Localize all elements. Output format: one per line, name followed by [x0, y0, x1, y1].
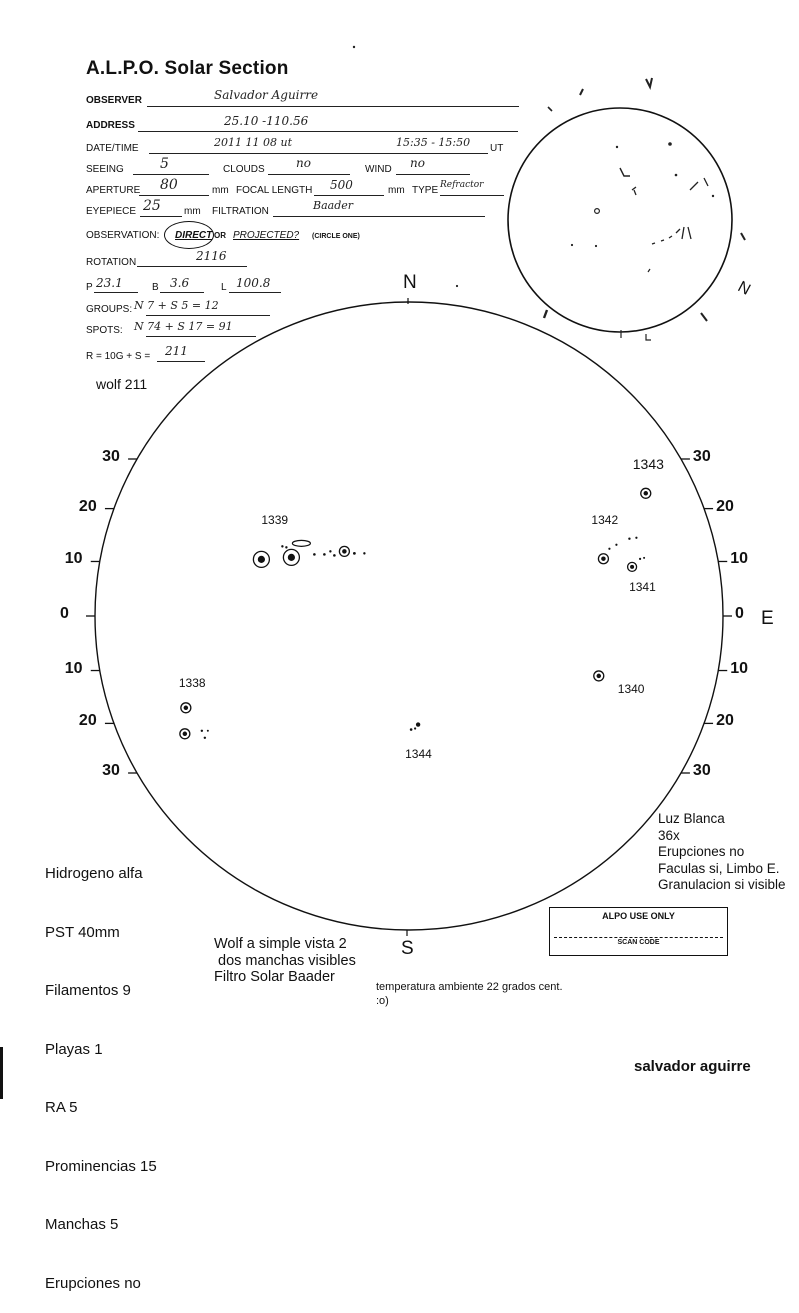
right-note: Granulacion si visible — [658, 877, 786, 892]
group-label-1343: 1343 — [632, 456, 664, 473]
right-latitude-label: 0 — [735, 605, 744, 622]
small-disk-spots — [353, 46, 745, 340]
spot-umbra — [342, 549, 347, 554]
eyepiece-mm-label: mm — [184, 206, 201, 217]
seeing-value: 5 — [160, 156, 169, 172]
small-disk-spot — [648, 269, 650, 272]
small-disk-spot — [595, 245, 597, 247]
date-value: 2011 11 08 ut — [214, 136, 292, 149]
spot-umbra — [601, 556, 606, 561]
filtration-value: Baader — [313, 199, 354, 212]
scan-edge-mark — [0, 1047, 3, 1099]
spot-umbra — [288, 554, 295, 561]
small-disk-spot — [712, 195, 714, 197]
small-disk-spot — [616, 146, 618, 148]
temperature-line: temperatura ambiente 22 grados cent. — [376, 981, 563, 993]
smiley-line: :o) — [376, 995, 389, 1007]
east-label: E — [761, 608, 774, 629]
l-label: L — [221, 282, 227, 293]
focal-label: FOCAL LENGTH — [236, 185, 313, 196]
spot-pore — [608, 548, 610, 550]
right-note: 36x — [658, 827, 680, 843]
left-latitude-label: 10 — [64, 659, 83, 677]
small-disk-prominence — [548, 107, 552, 111]
solar-disk-outline — [95, 302, 723, 930]
time-value: 15:35 - 15:50 — [396, 136, 471, 149]
aperture-mm-label: mm — [212, 185, 229, 196]
small-disk-prominence — [544, 310, 547, 318]
spot-pore — [281, 545, 283, 547]
spot-umbra — [644, 491, 649, 496]
spot-pore — [204, 737, 206, 739]
right-latitude-label: 10 — [730, 550, 749, 568]
left-latitude-label: 30 — [102, 448, 120, 465]
small-disk-prominence — [580, 89, 583, 95]
left-note: Manchas 5 — [45, 1216, 119, 1233]
seeing-label: SEEING — [86, 164, 124, 175]
speck — [353, 46, 355, 48]
left-note: Erupciones no — [45, 1274, 141, 1292]
filtration-label: FILTRATION — [212, 206, 269, 217]
left-note: Hidrogeno alfa — [45, 865, 143, 882]
bottom-notes — [214, 936, 356, 986]
north-label: N — [403, 272, 417, 293]
small-disk-spot — [690, 178, 708, 190]
ut-label: UT — [490, 143, 504, 154]
spot-pore — [643, 557, 645, 559]
r-value: 211 — [165, 344, 188, 358]
group-label-1338: 1338 — [178, 675, 206, 690]
clouds-label: CLOUDS — [223, 164, 265, 175]
left-note: PST 40mm — [45, 923, 120, 941]
left-latitude-label: 0 — [60, 605, 69, 622]
observer-label: OBSERVER — [86, 95, 142, 106]
left-latitude-label: 20 — [78, 712, 97, 730]
address-label: ADDRESS — [86, 120, 135, 131]
spot-pore — [410, 728, 413, 731]
form-title: A.L.P.O. Solar Section — [86, 58, 289, 79]
small-solar-disk — [508, 108, 732, 332]
aperture-label: APERTURE — [86, 185, 141, 196]
bottom-note: dos manchas visibles — [214, 952, 356, 969]
spot-umbra — [183, 732, 188, 737]
left-note: Filamentos 9 — [45, 982, 131, 999]
alpo-box-title: ALPO USE ONLY — [602, 911, 675, 921]
spot-umbra — [630, 565, 634, 569]
eyepiece-value: 25 — [143, 198, 161, 214]
spot-pore — [615, 544, 617, 546]
address-value: 25.10 -110.56 — [224, 114, 309, 128]
observer-value: Salvador Aguirre — [214, 88, 319, 102]
b-label: B — [152, 282, 159, 293]
groups-value: N 7 + S 5 = 12 — [134, 299, 219, 312]
spot-pore — [639, 558, 641, 560]
or-label: OR — [214, 231, 226, 240]
r-label: R = 10G + S = — [86, 351, 151, 362]
spots-value: N 74 + S 17 = 91 — [134, 320, 233, 333]
observation-label: OBSERVATION: — [86, 230, 160, 241]
right-latitude-label: 20 — [716, 712, 734, 730]
spot-pore — [207, 730, 209, 732]
p-value: 23.1 — [96, 276, 123, 290]
small-disk-spot — [595, 209, 600, 214]
spot-pore — [285, 546, 287, 548]
small-disk-spot-chain — [652, 227, 691, 244]
left-latitude-label: 10 — [64, 550, 83, 568]
spot-pore — [635, 537, 637, 539]
spot-pore — [201, 730, 203, 732]
left-notes — [45, 825, 157, 1313]
spot-pore — [323, 553, 326, 556]
small-disk-prominence — [701, 313, 707, 321]
right-notes — [658, 811, 786, 894]
small-disk-spot — [668, 142, 672, 146]
spot-pore — [333, 554, 336, 557]
signature: salvador aguirre — [634, 1058, 751, 1075]
spot-pore — [628, 538, 630, 540]
bottom-note: Filtro Solar Baader — [214, 969, 335, 985]
alpo-box-scan-code: SCAN CODE — [617, 939, 660, 946]
focal-mm-label: mm — [388, 185, 405, 196]
left-latitude-label: 20 — [78, 497, 97, 515]
focal-value: 500 — [330, 178, 353, 192]
left-latitude-label: 30 — [102, 762, 120, 779]
group-label-1339: 1339 — [261, 513, 289, 528]
eyepiece-label: EYEPIECE — [86, 206, 137, 217]
aperture-value: 80 — [160, 177, 178, 193]
temperature-note — [376, 980, 563, 1008]
circle-one-label: (CIRCLE ONE) — [312, 233, 360, 240]
spot-umbra — [597, 674, 602, 679]
right-latitude-label: 30 — [692, 448, 711, 465]
alpo-box-dash — [554, 937, 723, 938]
right-note: Luz Blanca — [658, 811, 725, 826]
type-label: TYPE — [412, 185, 439, 196]
right-note: Faculas si, Limbo E. — [658, 860, 780, 876]
l-value: 100.8 — [236, 276, 271, 290]
right-latitude-label: 30 — [692, 762, 711, 779]
bottom-note: Wolf a simple vista 2 — [214, 936, 347, 952]
south-label: S — [401, 938, 414, 959]
speck — [456, 285, 458, 287]
small-disk-spot — [620, 168, 630, 176]
direct-option: DIRECT — [175, 230, 213, 241]
spots-label: SPOTS: — [86, 325, 123, 336]
left-note: RA 5 — [45, 1099, 78, 1116]
datetime-label: DATE/TIME — [86, 143, 139, 154]
small-disk-spot — [632, 187, 636, 195]
right-latitude-label: 20 — [716, 497, 734, 515]
rotation-value: 2116 — [196, 249, 227, 263]
small-disk-prominence — [646, 78, 652, 87]
projected-option: PROJECTED? — [233, 230, 300, 241]
small-disk-north-label: N — [734, 278, 754, 299]
spot-penumbra — [292, 540, 310, 546]
right-note: Erupciones no — [658, 844, 745, 859]
latitude-ticks — [86, 459, 732, 773]
left-note: Prominencias 15 — [45, 1157, 157, 1175]
spot-pore — [414, 727, 416, 729]
spot-umbra — [258, 556, 265, 563]
clouds-value: no — [296, 156, 311, 170]
spot-pore — [329, 550, 331, 552]
spot-pore — [353, 552, 356, 555]
wind-label: WIND — [365, 164, 392, 175]
b-value: 3.6 — [170, 276, 190, 290]
small-disk-spot — [571, 244, 573, 246]
sunspot-groups — [180, 488, 651, 739]
group-label-1340: 1340 — [617, 681, 645, 696]
group-label-1342: 1342 — [591, 512, 619, 527]
groups-label: GROUPS: — [86, 304, 133, 315]
spot-pore — [416, 722, 420, 726]
type-value: Refractor — [440, 180, 484, 190]
rotation-label: ROTATION — [86, 257, 137, 268]
group-label-1344: 1344 — [405, 746, 432, 761]
wind-value: no — [410, 156, 425, 170]
spot-umbra — [184, 706, 189, 711]
right-latitude-label: 10 — [730, 659, 749, 677]
wolf-note: wolf 211 — [96, 376, 148, 392]
group-label-1341: 1341 — [629, 579, 656, 594]
left-note: Playas 1 — [45, 1040, 103, 1058]
small-disk-prominence — [741, 233, 745, 240]
spot-pore — [313, 553, 316, 556]
small-disk-spot — [675, 174, 678, 177]
p-label: P — [86, 282, 93, 293]
spot-pore — [363, 552, 365, 554]
alpo-use-only-box — [549, 907, 728, 956]
